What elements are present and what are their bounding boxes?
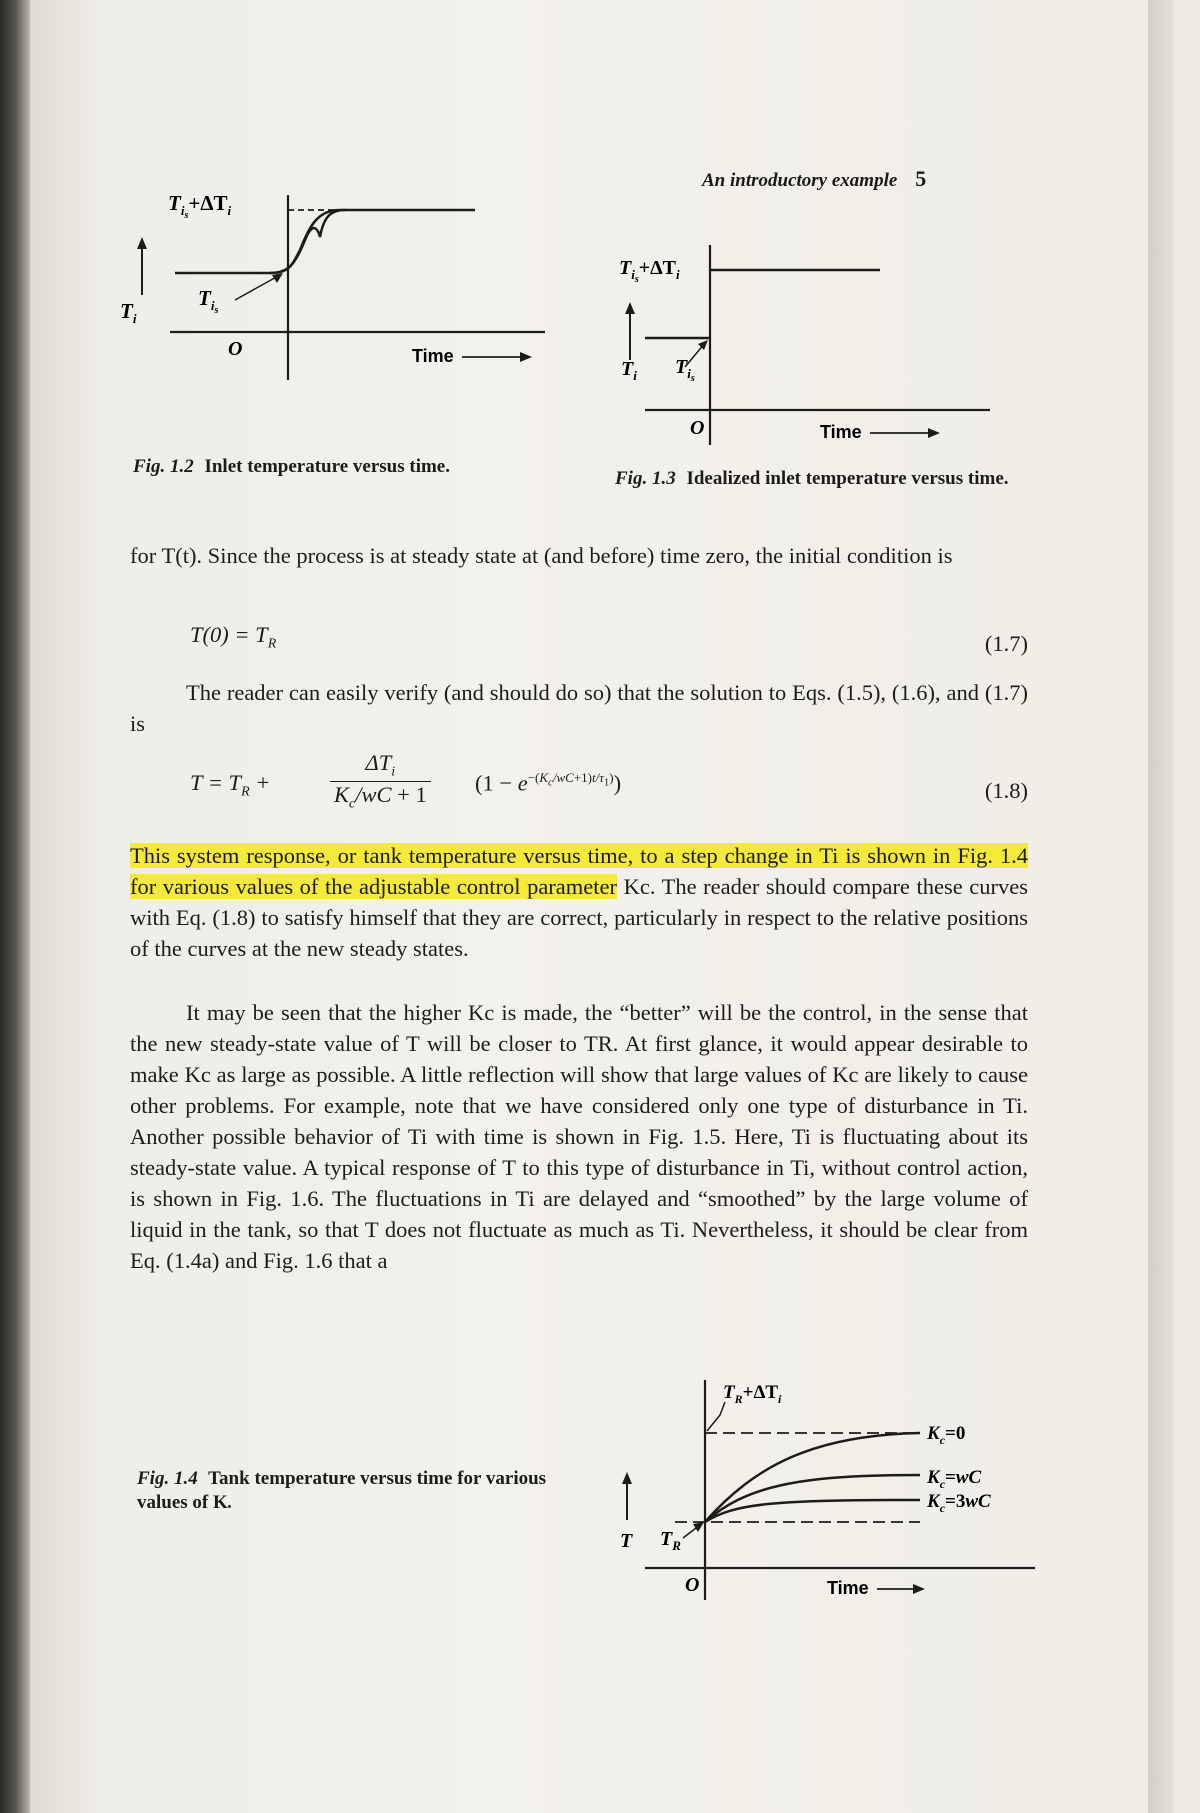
eq18-number: (1.8) [984, 778, 1028, 803]
tis-label: $T_is$ [675, 356, 695, 384]
ti-plus-delta-label: $T_is+\Delta T_i$ [168, 191, 232, 221]
eq17-lhs: T(0) = T [190, 622, 268, 647]
ti-axis-label: $T_i$ [621, 358, 637, 383]
time-label: Time [412, 346, 454, 366]
p3-rest: Kc. The reader should compare these curves with Eq. (1.8) to satisfy himself that they are correct, particularly in respect to the relative positions of the curves at the new steady states. [130, 874, 1028, 961]
kc-wc-label: $K_c=wC$ [927, 1467, 982, 1491]
ti-plus-delta-label: $T_is+\Delta T_i$ [619, 257, 680, 285]
highlighted-text: This system response, or tank temperature versus time, to a step change in Ti is shown in Fig. 1.4 for various values of the adjustable control parameter [130, 843, 1028, 899]
fig-1-3-number: Fig. 1.3 [615, 468, 676, 489]
p2-text: The reader can easily verify (and should do so) that the solution to Eqs. (1.5), (1.6), and (1.7) is [130, 680, 1028, 736]
fig-1-2-caption [133, 455, 553, 479]
fig-1-4-number: Fig. 1.4 [137, 1468, 198, 1489]
figure-1-2 [120, 191, 560, 435]
fig-1-2-number: Fig. 1.2 [133, 456, 194, 477]
tr-label: $T_R$ [660, 1528, 681, 1553]
fig-1-4-caption: Fig. 1.4 Tank temperature versus time for various values of K. [137, 1468, 547, 1513]
figure-1-4 [615, 1375, 1035, 1605]
paragraph-3 [130, 840, 1028, 964]
fig-1-2-text: Inlet temperature versus time. [204, 456, 450, 477]
ti-axis-label: $T_i$ [120, 299, 137, 326]
paragraph-1 [130, 540, 1028, 571]
fig-1-3-caption [615, 467, 1035, 491]
page-edge [1148, 0, 1174, 1813]
equation-1-8: $T = T_R$ + $\frac{\Delta T_i}{K_c/wC + 1}$ $(1 - e^{-(K_c/wC+1)t/\tau_1)})$ (1.8) [190, 750, 1028, 811]
page-number: 5 [915, 166, 927, 191]
kc-3wc-label: $K_c=3wC$ [927, 1491, 991, 1515]
tr-plus-delta-label: $T_R+\Delta T_i$ [723, 1382, 782, 1406]
p1-text: for T(t). Since the process is at steady state at (and before) time zero, the initial condition is [130, 543, 953, 568]
running-header [702, 166, 926, 192]
origin-label: O [685, 1574, 700, 1596]
t-axis-label: T [620, 1530, 633, 1552]
fig-1-4-text: Tank temperature versus time for various values of K [137, 1468, 547, 1513]
origin-label: O [228, 338, 243, 360]
fig-1-3-text: Idealized inlet temperature versus time. [686, 468, 1009, 489]
paragraph-4 [130, 997, 1028, 1276]
time-label: Time [827, 1578, 869, 1598]
equation-1-7: $T(0) = T_R$ (1.7) [190, 622, 1028, 656]
tis-label: $T_is$ [198, 286, 219, 316]
time-label: Time [820, 422, 862, 442]
eq17-number: (1.7) [984, 631, 1028, 656]
p4-text: It may be seen that the higher Kc is made, the “better” will be the control, in the sense that the new steady-state value of T will be closer to TR. At first glance, it would appear desirable to make Kc as large as possible. A little reflection will show that large values of Kc are likely to cause other problems. For example, note that we have considered only one type of disturbance in Ti. Another possible behavior of Ti with time is shown in Fig. 1.5. Here, Ti is fluctuating about its steady-state value. A typical response of T to this type of disturbance in Ti, without control action, is shown in Fig. 1.6. The fluctuations in Ti are delayed and “smoothed” by the large volume of liquid in the tank, so that T does not fluctuate as much as Ti. Nevertheless, it should be clear from Eq. (1.4a) and Fig. 1.6 that a [130, 1000, 1028, 1273]
kc-zero-label: $K_c=0$ [927, 1423, 966, 1447]
figure-1-3 [615, 245, 1035, 445]
header-title: An introductory example [702, 170, 898, 191]
book-binding [0, 0, 34, 1813]
paragraph-2 [130, 677, 1028, 739]
origin-label: O [690, 417, 705, 439]
